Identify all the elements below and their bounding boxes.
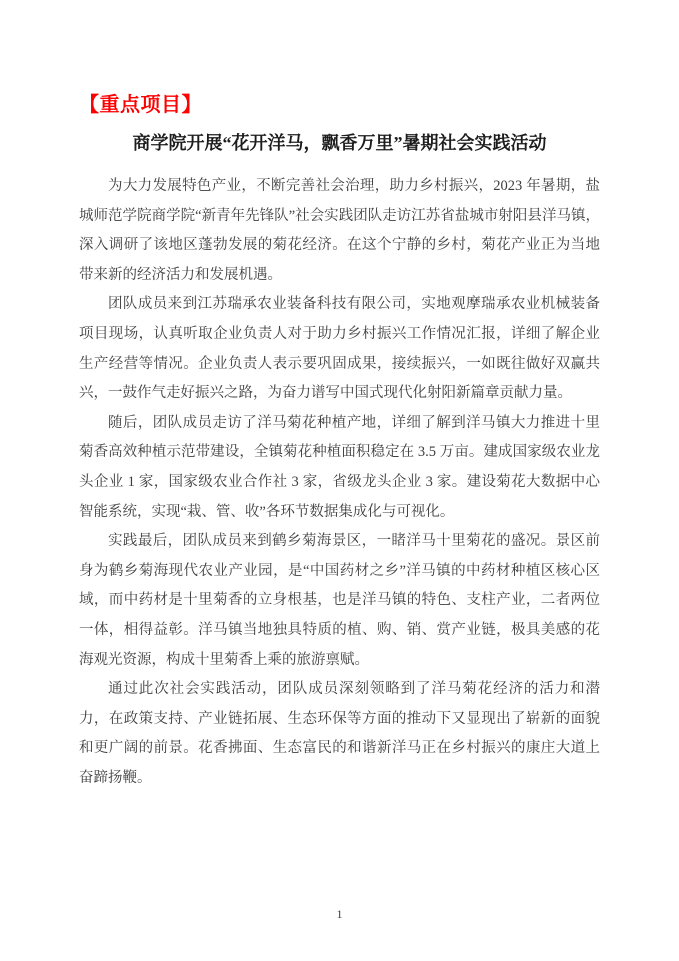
section-label: 【重点项目】 <box>79 94 202 116</box>
paragraph-2: 团队成员来到江苏瑞承农业装备科技有限公司，实地观摩瑞承农业机械装备项目现场，认真听取企业负责人对于助力乡村振兴工作情况汇报，详细了解企业生产经营等情况。企业负责人表示要巩固成果，接续振兴，一如既往做好双赢共兴，一鼓作气走好振兴之路，为奋力谱写中国式现代化射阳新篇章贡献力量。 <box>79 296 600 402</box>
page-number: 1 <box>336 907 343 921</box>
paragraph-4: 实践最后，团队成员来到鹤乡菊海景区，一睹洋马十里菊花的盛况。景区前身为鹤乡菊海现代农业产业园，是“中国药材之乡”洋马镇的中药材种植区核心区域，而中药材是十里菊香的立身根基，也是洋马镇的特色、支柱产业，二者两位一体，相得益彰。洋马镇当地独具特质的植、购、销、赏产业链，极具美感的花海观光资源，构成十里菊香上乘的旅游禀赋。 <box>79 533 600 668</box>
document-body <box>79 172 600 793</box>
document-title: 商学院开展“花开洋马，飘香万里”暑期社会实践活动 <box>132 133 547 153</box>
paragraph-3: 随后，团队成员走访了洋马菊花种植产地，详细了解到洋马镇大力推进十里菊香高效种植示范带建设，全镇菊花种植面积稳定在 3.5 万亩。建成国家级农业龙头企业 1 家，国家级农业合作社 3 家，省级龙头企业 3 家。建设菊花大数据中心智能系统，实现“栽、管、收”各环节数据集成化与可视化。 <box>79 414 600 520</box>
paragraph-1: 为大力发展特色产业，不断完善社会治理，助力乡村振兴，2023 年暑期，盐城师范学院商学院“新青年先锋队”社会实践团队走访江苏省盐城市射阳县洋马镇，深入调研了该地区蓬勃发展的菊花经济。在这个宁静的乡村，菊花产业正为当地带来新的经济活力和发展机遇。 <box>79 178 600 283</box>
paragraph-5: 通过此次社会实践活动，团队成员深刻领略到了洋马菊花经济的活力和潜力，在政策支持、产业链拓展、生态环保等方面的推动下又显现出了崭新的面貌和更广阔的前景。花香拂面、生态富民的和谐新洋马正在乡村振兴的康庄大道上奋蹄扬鞭。 <box>79 681 600 786</box>
